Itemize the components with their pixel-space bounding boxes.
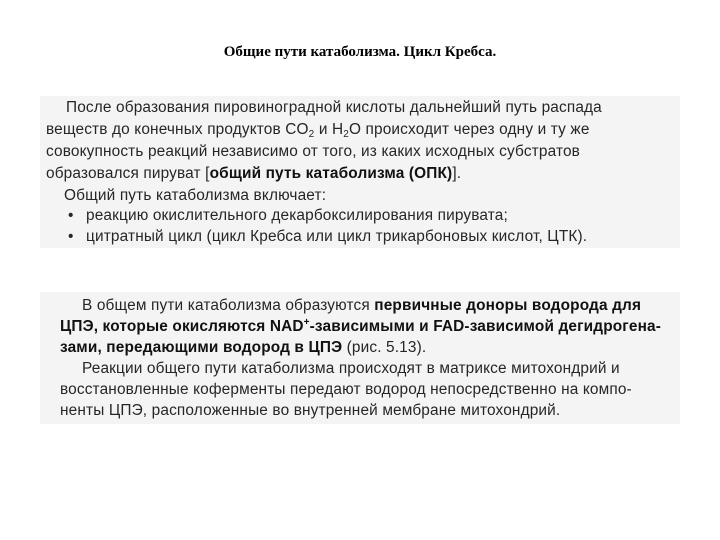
text-line: ненты ЦПЭ, расположенные во внутренней мембране митохондрий.	[60, 402, 561, 419]
bold-term-opk: общий путь катаболизма (ОПК)	[209, 165, 453, 182]
text-line	[46, 120, 590, 140]
text-line	[60, 317, 661, 337]
text-line	[46, 164, 461, 184]
bullet-item	[68, 206, 508, 226]
text-fragment: образовался пируват [	[46, 165, 210, 182]
slide-title: Общие пути катаболизма. Цикл Кребса.	[223, 44, 497, 60]
bold-fragment: -зависимыми и FAD-зависимой дегидрогена-	[309, 318, 662, 335]
bullet-item	[68, 227, 587, 247]
text-fragment: В общем пути катаболизма образуются	[82, 297, 375, 314]
bold-fragment: зами, передающими водород в ЦПЭ	[60, 339, 343, 356]
bullet-text: реакцию окислительного декарбоксилирования пирувата;	[86, 207, 508, 224]
bullet-text: цитратный цикл (цикл Кребса или цикл трикарбоновых кислот, ЦТК).	[86, 228, 588, 245]
text-fragment: веществ до конечных продуктов CO	[46, 121, 309, 138]
text-fragment: (рис. 5.13).	[342, 339, 427, 356]
text-line	[82, 296, 641, 316]
text-line	[60, 338, 426, 358]
text-line: совокупность реакций независимо от того, из каких исходных субстратов	[46, 143, 581, 160]
bullet-icon: •	[68, 207, 74, 224]
text-fragment: O происходит через одну и ту же	[348, 121, 590, 138]
superscript: +	[303, 317, 310, 328]
bold-fragment: первичные доноры водорода для	[374, 297, 642, 314]
subscript: 2	[308, 129, 315, 140]
text-line: Общий путь катаболизма включает:	[64, 187, 327, 204]
text-fragment: и H	[314, 121, 344, 138]
text-line: восстановленные коферменты передают водород непосредственно на компо-	[60, 381, 632, 398]
bold-fragment: ЦПЭ, которые окисляются NAD	[60, 318, 304, 335]
text-block-donors	[40, 292, 680, 424]
text-fragment: ].	[452, 165, 462, 182]
bullet-icon: •	[68, 228, 74, 245]
text-line: После образования пировиноградной кислоты дальнейший путь распада	[66, 99, 602, 116]
text-block-opk	[40, 96, 680, 248]
subscript: 2	[343, 129, 349, 140]
text-line: Реакции общего пути катаболизма происходят в матриксе митохондрий и	[82, 360, 620, 377]
